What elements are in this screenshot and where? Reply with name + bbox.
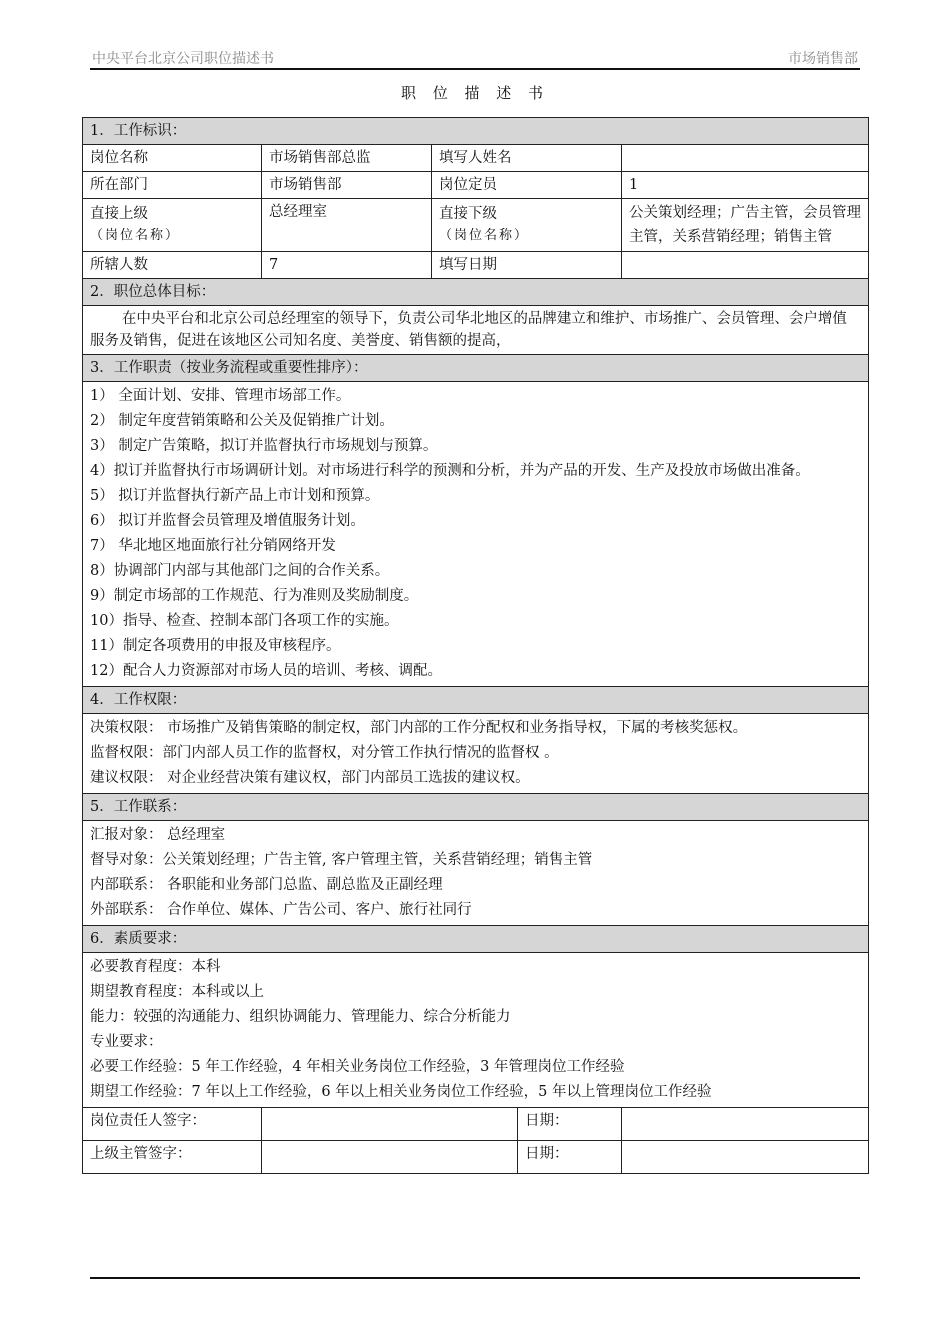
field-label: 填写日期 (432, 252, 622, 279)
list-item: 期望工作经验：7 年以上工作经验，6 年以上相关业务岗位工作经验，5 年以上管理岗位工作经验 (90, 1084, 712, 1100)
list-item: 能力：较强的沟通能力、组织协调能力、管理能力、综合分析能力 (90, 1009, 511, 1025)
field-value: 1 (622, 172, 869, 199)
header-company: 中央平台北京公司职位描述书 (92, 51, 274, 67)
date-field[interactable] (622, 1141, 869, 1174)
field-label: 所辖人数 (83, 252, 262, 279)
section1-heading: 1．工作标识： (83, 118, 869, 145)
date-field[interactable] (622, 1108, 869, 1141)
subordinate-label-cell (432, 199, 622, 252)
signature-row (83, 1108, 869, 1141)
subordinate-value: 公关策划经理；广告主管，会员管理主管，关系营销经理；销售主管 (622, 199, 869, 252)
list-item: 内部联系： 各职能和业务部门总监、副总监及正副经理 (90, 877, 443, 893)
table-row (83, 145, 869, 172)
page-title: 职 位 描 述 书 (400, 84, 550, 102)
superior-label-cell (83, 199, 262, 252)
list-item: 汇报对象： 总经理室 (90, 827, 226, 843)
list-item: 11）制定各项费用的申报及审核程序。 (90, 638, 341, 654)
signature-label: 岗位责任人签字： (83, 1108, 262, 1141)
list-item: 必要教育程度：本科 (90, 959, 221, 975)
list-item: 7） 华北地区地面旅行社分销网络开发 (90, 538, 336, 554)
section5-list (83, 821, 869, 926)
list-item: 外部联系： 合作单位、媒体、广告公司、客户、旅行社同行 (90, 902, 472, 918)
list-item: 专业要求： (90, 1034, 163, 1050)
list-item: 督导对象：公关策划经理；广告主管, 客户管理主管，关系营销经理；销售主管 (90, 852, 593, 868)
section3-list (83, 382, 869, 687)
list-item: 监督权限：部门内部人员工作的监督权，对分管工作执行情况的监督权 。 (90, 745, 559, 761)
signature-row (83, 1141, 869, 1174)
signature-field[interactable] (262, 1141, 518, 1174)
field-label: 所在部门 (83, 172, 262, 199)
field-label: 岗位定员 (432, 172, 622, 199)
date-label: 日期： (518, 1108, 622, 1141)
table-row (83, 252, 869, 279)
section2-heading: 2．职位总体目标： (83, 279, 869, 306)
list-item: 10）指导、检查、控制本部门各项工作的实施。 (90, 613, 399, 629)
field-value[interactable] (622, 145, 869, 172)
header-department: 市场销售部 (788, 51, 858, 67)
field-label: 填写人姓名 (432, 145, 622, 172)
subordinate-note: （岗位名称） (439, 228, 530, 243)
footer-divider (90, 1277, 860, 1279)
section4-list (83, 714, 869, 794)
job-description-table (82, 117, 869, 1174)
list-item: 期望教育程度：本科或以上 (90, 984, 264, 1000)
list-item: 8）协调部门内部与其他部门之间的合作关系。 (90, 563, 390, 579)
list-item: 建议权限： 对企业经营决策有建议权，部门内部员工选拔的建议权。 (90, 770, 530, 786)
list-item: 4）拟订并监督执行市场调研计划。对市场进行科学的预测和分析，并为产品的开发、生产及投放市场做出准备。 (90, 463, 810, 479)
field-value: 市场销售部总监 (262, 145, 432, 172)
field-value[interactable] (622, 252, 869, 279)
field-value: 7 (262, 252, 432, 279)
signature-label: 上级主管签字： (83, 1141, 262, 1174)
superior-label: 直接上级 (90, 206, 148, 222)
section6-list (83, 953, 869, 1108)
subordinate-label: 直接下级 (439, 206, 497, 222)
list-item: 必要工作经验：5 年工作经验，4 年相关业务岗位工作经验，3 年管理岗位工作经验 (90, 1059, 625, 1075)
field-value: 市场销售部 (262, 172, 432, 199)
table-row (83, 199, 869, 252)
list-item: 12）配合人力资源部对市场人员的培训、考核、调配。 (90, 663, 442, 679)
signature-field[interactable] (262, 1108, 518, 1141)
list-item: 9）制定市场部的工作规范、行为准则及奖励制度。 (90, 588, 419, 604)
table-row (83, 172, 869, 199)
list-item: 决策权限： 市场推广及销售策略的制定权，部门内部的工作分配权和业务指导权，下属的考核奖惩权。 (90, 720, 748, 736)
superior-value: 总经理室 (262, 199, 432, 252)
field-label: 岗位名称 (83, 145, 262, 172)
section2-text: 在中央平台和北京公司总经理室的领导下，负责公司华北地区的品牌建立和维护、市场推广、会员管理、会户增值服务及销售，促进在该地区公司知名度、美誉度、销售额的提高， (83, 306, 869, 355)
list-item: 6） 拟订并监督会员管理及增值服务计划。 (90, 513, 365, 529)
superior-note: （岗位名称） (90, 228, 181, 243)
section5-heading: 5．工作联系： (83, 794, 869, 821)
list-item: 5） 拟订并监督执行新产品上市计划和预算。 (90, 488, 380, 504)
date-label: 日期： (518, 1141, 622, 1174)
list-item: 1） 全面计划、安排、管理市场部工作。 (90, 388, 351, 404)
list-item: 3） 制定广告策略，拟订并监督执行市场规划与预算。 (90, 438, 438, 454)
section4-heading: 4．工作权限： (83, 687, 869, 714)
header-divider (90, 68, 860, 70)
section6-heading: 6．素质要求： (83, 926, 869, 953)
list-item: 2） 制定年度营销策略和公关及促销推广计划。 (90, 413, 394, 429)
section3-heading: 3．工作职责（按业务流程或重要性排序）： (83, 355, 869, 382)
